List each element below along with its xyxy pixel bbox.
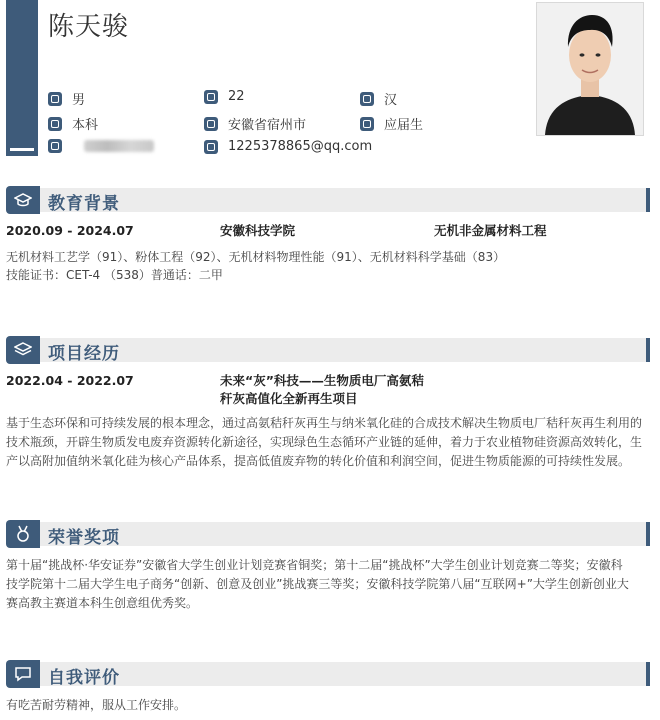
education-certs: 技能证书：CET-4 （538）普通话：二甲 <box>6 268 223 282</box>
project-name-line2: 秆灰高值化全新再生项目 <box>220 391 358 406</box>
project-desc-line: 基于生态环保和可持续发展的根本理念，通过高氨秸秆灰再生与纳米氧化硅的合成技术解决生物质电厂秸秆灰再生利用的 <box>6 416 643 430</box>
section-project <box>6 336 650 364</box>
calendar-icon <box>204 90 218 104</box>
blurred-phone <box>84 140 154 152</box>
document-icon <box>360 117 374 131</box>
user-icon <box>360 92 374 106</box>
project-period: 2022.04 - 2022.07 <box>6 373 134 388</box>
self-evaluation-text: 有吃苦耐劳精神，服从工作安排。 <box>6 698 187 712</box>
honors-line: 赛高教主赛道本科生创意组优秀奖。 <box>6 596 199 610</box>
section-self-evaluation <box>6 660 650 688</box>
mail-icon <box>204 140 218 154</box>
section-education <box>6 186 650 214</box>
education-school: 安徽科技学院 <box>220 223 296 238</box>
people-icon <box>48 92 62 106</box>
location-field: 安徽省宿州市 <box>204 114 306 133</box>
project-desc-line: 产以高附加值纳米氧化硅为核心产品体系，提高低值废弃物的转化价值和利润空间，促进生物质能源的可持续性发展。 <box>6 454 631 468</box>
section-honors <box>6 520 650 548</box>
section-title: 教育背景 <box>48 194 120 214</box>
layers-icon <box>6 336 40 364</box>
status-field: 应届生 <box>360 114 423 133</box>
section-title: 荣誉奖项 <box>48 528 120 548</box>
project-desc-line: 技术瓶颈，开辟生物质发电废弃资源转化新途径，实现绿色生态循环产业链的延伸，着力于农业植物硅资源高效转化，生 <box>6 435 643 449</box>
graduation-cap-icon <box>48 117 62 131</box>
age-field: 22 <box>204 89 245 104</box>
education-period: 2020.09 - 2024.07 <box>6 223 134 238</box>
section-title: 项目经历 <box>48 344 120 364</box>
graduation-cap-icon <box>6 186 40 214</box>
education-major: 无机非金属材料工程 <box>434 223 547 238</box>
medal-icon <box>6 520 40 548</box>
honors-line: 技学院第十二届大学生电子商务“创新、创意及创业”挑战赛三等奖；安徽科技学院第八届“互联网+”大学生创新创业大 <box>6 577 629 591</box>
ethnicity-field: 汉 <box>360 89 397 108</box>
chat-icon <box>6 660 40 688</box>
header-accent-bar <box>6 0 38 156</box>
phone-icon <box>48 139 62 153</box>
phone-field <box>48 139 154 153</box>
building-icon <box>204 117 218 131</box>
gender-field: 男 <box>48 89 85 108</box>
education-courses: 无机材料工艺学（91）、粉体工程（92）、无机材料物理性能（91）、无机材料科学基础（83） <box>6 250 506 264</box>
section-title: 自我评价 <box>48 668 120 688</box>
profile-photo <box>536 2 644 136</box>
degree-field: 本科 <box>48 114 98 133</box>
email-field: 1225378865@qq.com <box>204 139 372 154</box>
project-name-line1: 未来“灰”科技——生物质电厂高氨秸 <box>220 373 424 388</box>
candidate-name: 陈天骏 <box>48 12 130 42</box>
honors-line: 第十届“挑战杯·华安证券”安徽省大学生创业计划竞赛省铜奖；第十二届“挑战杯”大学生创业计划竞赛二等奖；安徽科 <box>6 558 623 572</box>
